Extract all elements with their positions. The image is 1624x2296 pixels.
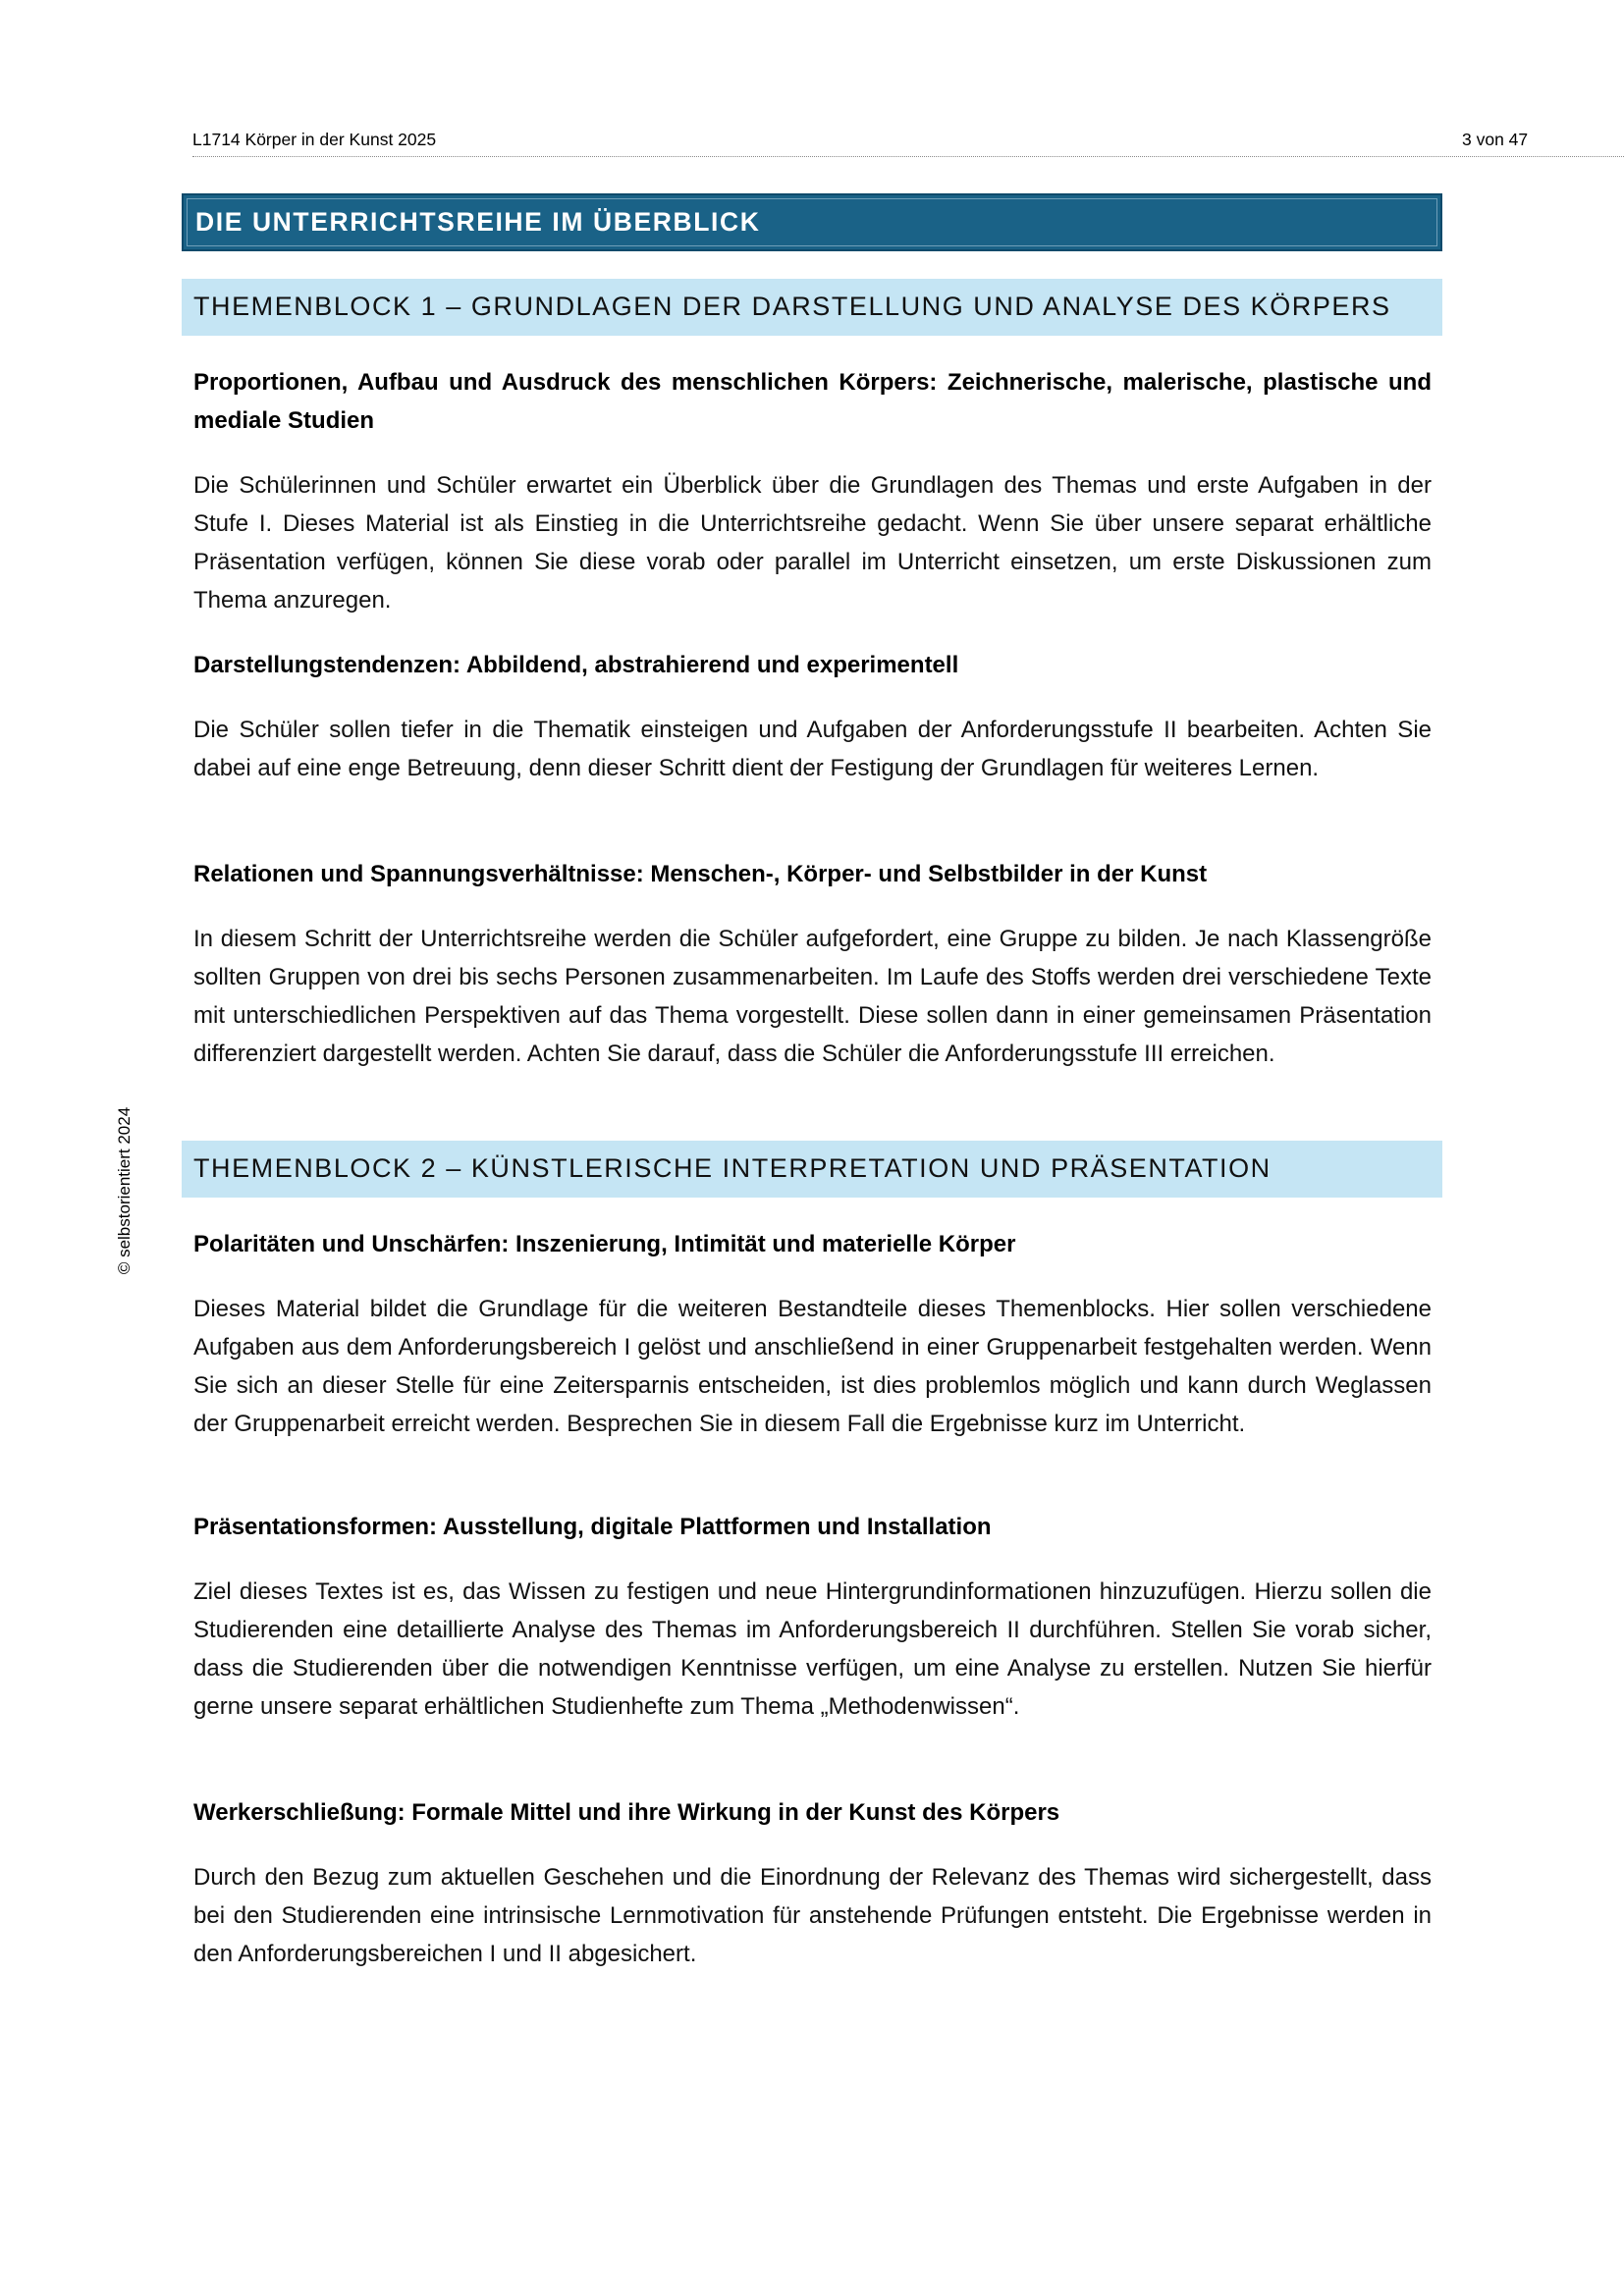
section-heading: Polaritäten und Unschärfen: Inszenierung, Intimität und materielle Körper	[193, 1231, 1016, 1257]
themenblock-1-title: THEMENBLOCK 1 – GRUNDLAGEN DER DARSTELLUNG UND ANALYSE DES KÖRPERS	[193, 292, 1391, 321]
section-heading: Präsentationsformen: Ausstellung, digitale Plattformen und Installation	[193, 1514, 992, 1540]
section-heading: Werkerschließung: Formale Mittel und ihre Wirkung in der Kunst des Körpers	[193, 1799, 1060, 1826]
section-heading: Proportionen, Aufbau und Ausdruck des menschlichen Körpers: Zeichnerische, malerische, plastische und mediale Studien	[193, 369, 1432, 434]
section-paragraph: Durch den Bezug zum aktuellen Geschehen und die Einordnung der Relevanz des Themas wird sichergestellt, dass bei den Studierenden eine intrinsische Lernmotivation für anstehende Prüfungen entsteht. Die Ergebnisse werden in den Anforderungsbereichen I und II abgesichert.	[193, 1864, 1432, 1967]
section-paragraph: Ziel dieses Textes ist es, das Wissen zu festigen und neue Hintergrundinformationen hinzuzufügen. Hierzu sollen die Studierenden eine detaillierte Analyse des Themas im Anforderungsbereich II durchführen. Stellen Sie vorab sicher, dass die Studierenden über die notwendigen Kenntnisse verfügen, um eine Analyse zu erstellen. Nutzen Sie hierfür gerne unsere separat erhältlichen Studienhefte zum Thema „Methodenwissen“.	[193, 1578, 1432, 1720]
copyright-note: © selbstorientiert 2024	[115, 1106, 134, 1275]
themenblock-1-heading	[182, 279, 1442, 336]
themenblock-2-heading	[182, 1141, 1442, 1198]
section-paragraph: Die Schülerinnen und Schüler erwartet ein Überblick über die Grundlagen des Themas und erste Aufgaben in der Stufe I. Dieses Material ist als Einstieg in die Unterrichtsreihe gedacht. Wenn Sie über unsere separat erhältliche Präsentation verfügen, können Sie diese vorab oder parallel im Unterricht einsetzen, um erste Diskussionen zum Thema anzuregen.	[193, 472, 1432, 614]
section-paragraph: In diesem Schritt der Unterrichtsreihe werden die Schüler aufgefordert, eine Gruppe zu bilden. Je nach Klassengröße sollten Gruppen von drei bis sechs Personen zusammenarbeiten. Im Laufe des Stoffs werden drei verschiedene Texte mit unterschiedlichen Perspektiven auf das Thema vorgestellt. Diese sollen dann in einer gemeinsamen Präsentation differenziert dargestellt werden. Achten Sie darauf, dass die Schüler die Anforderungsstufe III erreichen.	[193, 926, 1432, 1067]
section-paragraph: Die Schüler sollen tiefer in die Thematik einsteigen und Aufgaben der Anforderungsstufe II bearbeiten. Achten Sie dabei auf eine enge Betreuung, denn dieser Schritt dient der Festigung der Grundlagen für weiteres Lernen.	[193, 717, 1432, 781]
header-divider	[192, 156, 1624, 157]
page-header	[192, 130, 1624, 159]
document-title: L1714 Körper in der Kunst 2025	[192, 130, 437, 149]
section-paragraph: Dieses Material bildet die Grundlage für die weiteren Bestandteile dieses Themenblocks. Hier sollen verschiedene Aufgaben aus dem Anforderungsbereich I gelöst und anschließend in einer Gruppenarbeit festgehalten werden. Wenn Sie sich an dieser Stelle für eine Zeitersparnis entscheiden, ist dies problemlos möglich und kann durch Weglassen der Gruppenarbeit erreicht werden. Besprechen Sie in diesem Fall die Ergebnisse kurz im Unterricht.	[193, 1296, 1432, 1437]
section-heading: Darstellungstendenzen: Abbildend, abstrahierend und experimentell	[193, 652, 959, 678]
section-heading: Relationen und Spannungsverhältnisse: Menschen-, Körper- und Selbstbilder in der Kunst	[193, 861, 1208, 887]
section-title: DIE UNTERRICHTSREIHE IM ÜBERBLICK	[195, 207, 761, 237]
themenblock-2-title: THEMENBLOCK 2 – KÜNSTLERISCHE INTERPRETATION UND PRÄSENTATION	[193, 1153, 1272, 1183]
page-number: 3 von 47	[1462, 130, 1529, 149]
section-title-bar	[182, 193, 1442, 251]
